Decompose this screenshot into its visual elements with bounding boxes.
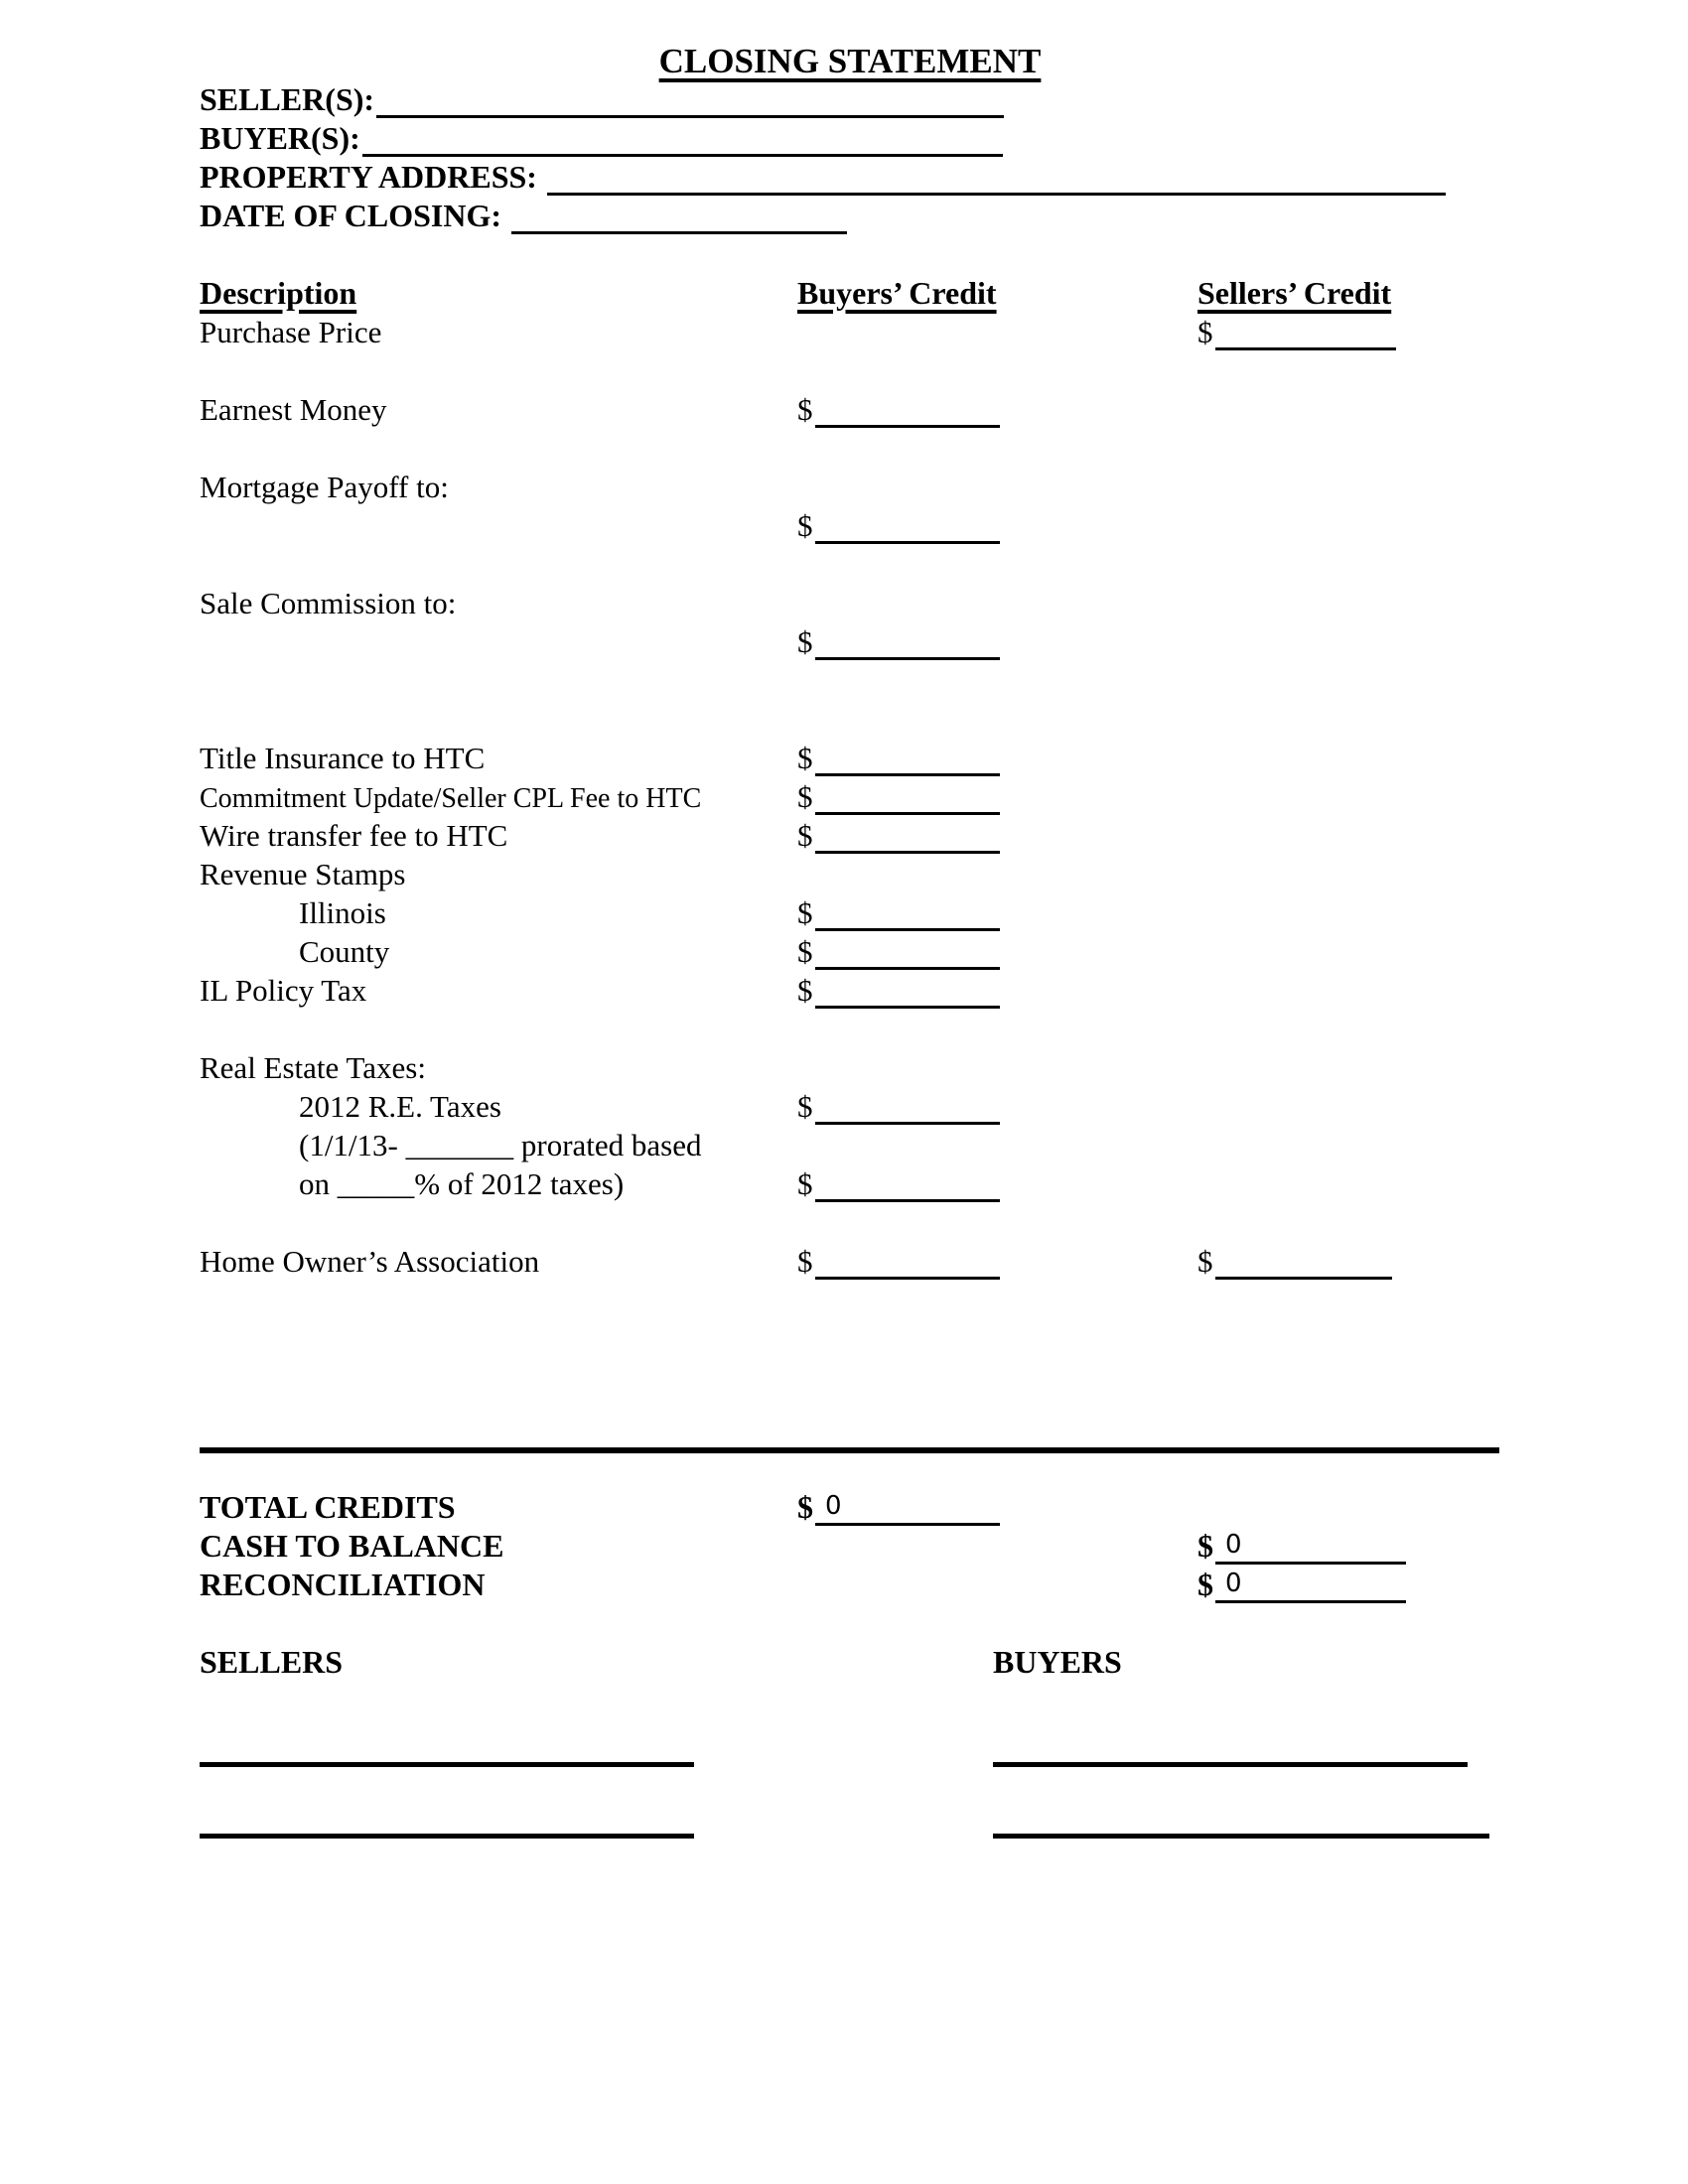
table-row <box>200 971 1500 1010</box>
county-stamps-buyers-credit-field[interactable] <box>815 955 1000 970</box>
table-row <box>200 739 1500 777</box>
mortgage-payoff-label: Mortgage Payoff to: <box>200 470 449 504</box>
il-policy-tax-buyers-credit-field[interactable] <box>815 994 1000 1009</box>
table-row <box>200 506 1500 545</box>
total-credits-label: TOTAL CREDITS <box>200 1489 456 1525</box>
real-estate-taxes-label: Real Estate Taxes: <box>200 1050 426 1085</box>
reconciliation-value-field[interactable] <box>1215 1569 1406 1603</box>
document-content <box>200 42 1500 1839</box>
table-row <box>200 1087 1500 1126</box>
illinois-label: Illinois <box>299 895 386 930</box>
title-insurance-buyers-credit-field[interactable] <box>815 761 1000 776</box>
date-of-closing-field[interactable] <box>511 219 847 234</box>
mortgage-payoff-buyers-credit-field[interactable] <box>815 529 1000 544</box>
dollar-sign: $ <box>797 624 813 659</box>
signature-line-row <box>200 1834 1500 1839</box>
table-row <box>200 893 1500 932</box>
totals-row <box>200 1527 1500 1566</box>
buyer-signature-line-2[interactable] <box>993 1834 1489 1839</box>
totals-row <box>200 1566 1500 1604</box>
property-address-field[interactable] <box>547 181 1446 196</box>
table-row <box>200 468 1500 506</box>
prorated-taxes-line-2: on _____% of 2012 taxes) <box>299 1166 625 1201</box>
re-taxes-2012-label: 2012 R.E. Taxes <box>299 1089 501 1124</box>
column-header-buyers-credit: Buyers’ Credit <box>797 275 997 311</box>
dollar-sign: $ <box>797 392 813 427</box>
buyers-label: BUYER(S): <box>200 120 360 156</box>
property-address-label: PROPERTY ADDRESS: <box>200 159 537 195</box>
dollar-sign: $ <box>797 779 813 814</box>
buyers-field-row <box>200 119 1500 158</box>
re-taxes-2012-buyers-credit-field[interactable] <box>815 1110 1000 1125</box>
table-row <box>200 622 1500 661</box>
date-of-closing-label: DATE OF CLOSING: <box>200 198 502 233</box>
cash-to-balance-label: CASH TO BALANCE <box>200 1528 504 1564</box>
dollar-sign: $ <box>797 934 813 969</box>
table-row <box>200 390 1500 429</box>
hoa-buyers-credit-field[interactable] <box>815 1265 1000 1280</box>
county-label: County <box>299 934 390 969</box>
wire-transfer-label: Wire transfer fee to HTC <box>200 818 508 853</box>
sellers-label: SELLER(S): <box>200 81 375 117</box>
dollar-sign: $ <box>1197 315 1213 349</box>
table-row <box>200 584 1500 622</box>
sellers-name-field[interactable] <box>376 103 1004 118</box>
column-header-description: Description <box>200 275 357 311</box>
table-row <box>200 1126 1500 1164</box>
prorated-taxes-line-1: (1/1/13- _______ prorated based <box>299 1128 702 1162</box>
hoa-label: Home Owner’s Association <box>200 1244 540 1279</box>
column-header-sellers-credit: Sellers’ Credit <box>1197 275 1392 311</box>
sale-commission-label: Sale Commission to: <box>200 586 457 620</box>
buyers-signature-heading: BUYERS <box>993 1644 1122 1680</box>
il-policy-tax-label: IL Policy Tax <box>200 973 367 1008</box>
buyers-name-field[interactable] <box>362 142 1003 157</box>
table-row <box>200 816 1500 855</box>
wire-transfer-buyers-credit-field[interactable] <box>815 839 1000 854</box>
date-of-closing-row <box>200 197 1500 235</box>
table-row <box>200 1242 1500 1281</box>
dollar-sign: $ <box>797 741 813 775</box>
hoa-sellers-credit-field[interactable] <box>1215 1265 1392 1280</box>
dollar-sign: $ <box>797 1166 813 1201</box>
commitment-update-buyers-credit-field[interactable] <box>815 800 1000 815</box>
dollar-sign: $ <box>797 818 813 853</box>
table-row <box>200 313 1500 351</box>
section-divider <box>200 1447 1499 1453</box>
reconciliation-label: RECONCILIATION <box>200 1567 486 1602</box>
dollar-sign: $ <box>1197 1567 1213 1602</box>
dollar-sign: $ <box>1197 1244 1213 1279</box>
seller-signature-line-2[interactable] <box>200 1834 694 1839</box>
dollar-sign: $ <box>797 973 813 1008</box>
dollar-sign: $ <box>797 895 813 930</box>
revenue-stamps-label: Revenue Stamps <box>200 857 406 891</box>
page-title: CLOSING STATEMENT <box>658 42 1042 80</box>
signature-line-row <box>200 1762 1500 1767</box>
dollar-sign: $ <box>1197 1528 1213 1564</box>
total-credits-value: 0 <box>825 1491 842 1521</box>
purchase-price-sellers-credit-field[interactable] <box>1215 336 1396 350</box>
cash-to-balance-value-field[interactable] <box>1215 1530 1406 1565</box>
sellers-field-row <box>200 80 1500 119</box>
title-insurance-label: Title Insurance to HTC <box>200 741 486 775</box>
dollar-sign: $ <box>797 1244 813 1279</box>
earnest-money-buyers-credit-field[interactable] <box>815 413 1000 428</box>
table-row <box>200 777 1500 816</box>
earnest-money-label: Earnest Money <box>200 392 387 427</box>
illinois-stamps-buyers-credit-field[interactable] <box>815 916 1000 931</box>
prorated-taxes-buyers-credit-field[interactable] <box>815 1187 1000 1202</box>
table-header-row <box>200 274 1500 313</box>
property-address-row <box>200 158 1500 197</box>
table-row <box>200 1164 1500 1203</box>
signature-heading-row <box>200 1643 1500 1682</box>
buyer-signature-line-1[interactable] <box>993 1762 1468 1767</box>
dollar-sign: $ <box>797 1489 813 1525</box>
dollar-sign: $ <box>797 1089 813 1124</box>
seller-signature-line-1[interactable] <box>200 1762 694 1767</box>
total-credits-value-field[interactable] <box>815 1491 1000 1526</box>
cash-to-balance-value: 0 <box>1225 1530 1242 1560</box>
purchase-price-label: Purchase Price <box>200 315 382 349</box>
table-row <box>200 1048 1500 1087</box>
dollar-sign: $ <box>797 508 813 543</box>
commitment-update-label: Commitment Update/Seller CPL Fee to HTC <box>200 783 702 814</box>
totals-row <box>200 1488 1500 1527</box>
reconciliation-value: 0 <box>1225 1569 1242 1598</box>
sale-commission-buyers-credit-field[interactable] <box>815 645 1000 660</box>
table-row <box>200 855 1500 893</box>
sellers-signature-heading: SELLERS <box>200 1644 344 1680</box>
table-row <box>200 932 1500 971</box>
